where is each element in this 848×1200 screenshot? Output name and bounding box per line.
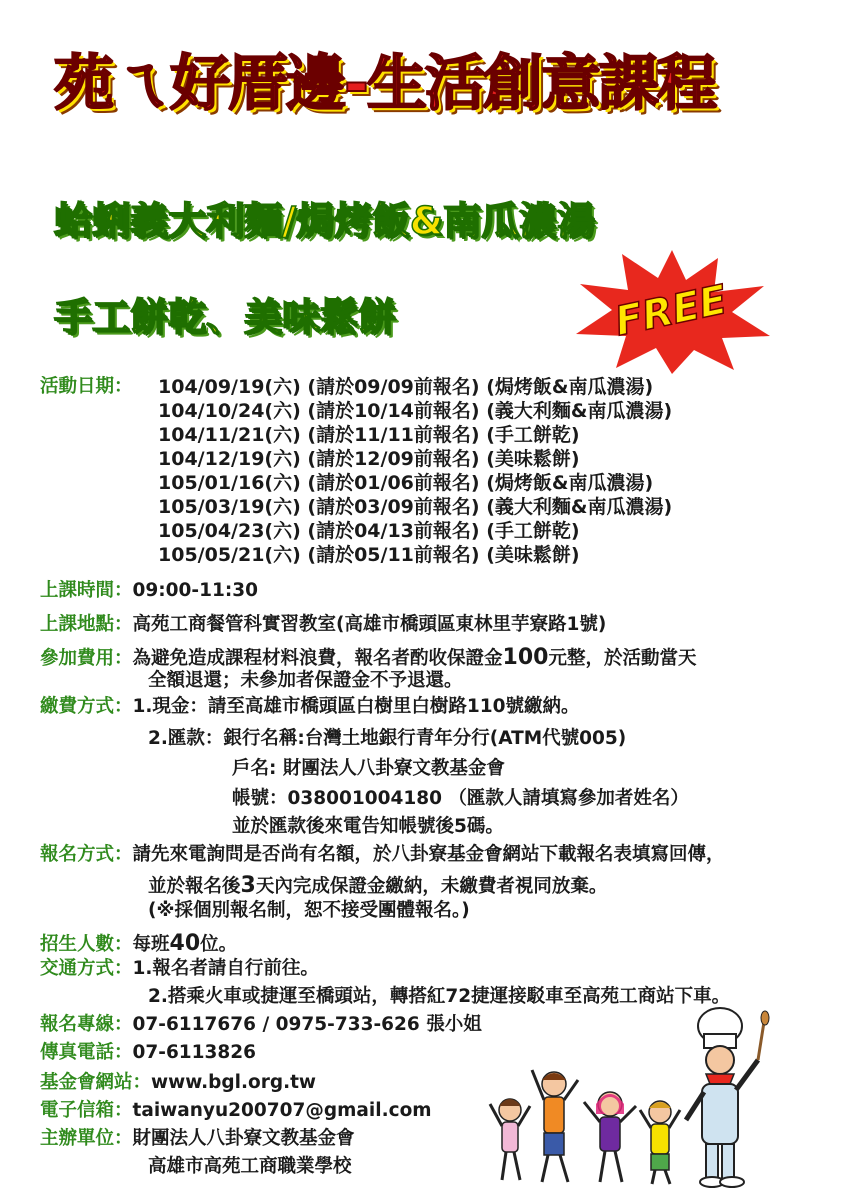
enrollment-pre: 每班 [132, 934, 170, 955]
payment-label: 繳費方式： [40, 696, 133, 717]
hotline-value: 07-6117676 / 0975-733-626 張小姐 [132, 1014, 482, 1035]
organizer-line-2: 高雄市高苑工商職業學校 [148, 1156, 352, 1177]
location-label: 上課地點： [40, 614, 133, 635]
fee-text-post: 元整，於活動當天 [548, 648, 697, 669]
organizer-line-1: 財團法人八卦寮文教基金會 [132, 1128, 355, 1149]
date-row: 104/12/19(六) (請於12/09前報名) (美味鬆餅) [158, 448, 580, 470]
payment-notify: 並於匯款後來電告知帳號後5碼。 [232, 816, 504, 837]
organizer [40, 1124, 355, 1150]
registration-line-2 [148, 872, 607, 898]
date-row: 104/11/21(六) (請於11/11前報名) (手工餅乾) [158, 424, 580, 446]
date-row: 105/04/23(六) (請於04/13前報名) (手工餅乾) [158, 520, 580, 542]
email-label: 電子信箱： [40, 1100, 133, 1121]
hotline-label: 報名專線： [40, 1014, 133, 1035]
fee-line-2: 全額退還；未參加者保證金不予退還。 [148, 670, 463, 691]
transport-line-1: 1.報名者請自行前往。 [132, 958, 319, 979]
hotline [40, 1010, 482, 1036]
payment-account-name: 戶名: 財團法人八卦寮文教基金會 [232, 758, 505, 779]
fax-value: 07-6113826 [132, 1042, 257, 1063]
registration-line-3: (※採個別報名制，恕不接受團體報名。) [148, 900, 470, 921]
payment-transfer: 2.匯款：銀行名稱:台灣土地銀行青年分行(ATM代號005) [148, 728, 627, 749]
registration [40, 840, 725, 866]
fee-amount: 100 [502, 645, 549, 670]
child-figure [640, 1101, 680, 1184]
class-time-label: 上課時間： [40, 580, 133, 601]
child-figure [584, 1092, 636, 1182]
location-value: 高苑工商餐管科實習教室(高雄市橋頭區東林里芋寮路1號) [132, 614, 607, 635]
registration-line-1: 請先來電詢問是否尚有名額，於八卦寮基金會網站下載報名表填寫回傳， [132, 844, 725, 865]
free-burst-badge [572, 246, 772, 376]
date-row: 105/03/19(六) (請於03/09前報名) (義大利麵&南瓜濃湯) [158, 496, 673, 518]
date-row: 104/09/19(六) (請於09/09前報名) (焗烤飯&南瓜濃湯) [158, 376, 654, 398]
fee-label: 參加費用： [40, 648, 133, 669]
payment-account-no: 帳號：038001004180 （匯款人請填寫參加者姓名） [232, 788, 689, 809]
course-subtitle-1: 蛤蜊義大利麵/焗烤飯&南瓜濃湯 [54, 199, 596, 243]
free-text: FREE [611, 276, 731, 346]
activity-date-label [40, 372, 133, 398]
payment-cash: 1.現金：請至高雄市橋頭區白樹里白樹路110號繳納。 [132, 696, 580, 717]
transport-line-2: 2.搭乘火車或捷運至橋頭站，轉搭紅72捷運接駁車至高苑工商站下車。 [148, 986, 731, 1007]
registration-label: 報名方式： [40, 844, 133, 865]
class-time-value: 09:00-11:30 [132, 580, 258, 601]
enrollment-number: 40 [169, 931, 201, 956]
payment [40, 692, 580, 718]
date-row: 105/05/21(六) (請於05/11前報名) (美味鬆餅) [158, 544, 580, 566]
course-subtitle-2: 手工餅乾、美味鬆餅 [54, 295, 397, 339]
child-figure [532, 1070, 578, 1182]
registration-days: 3 [240, 873, 256, 898]
date-row: 105/01/16(六) (請於01/06前報名) (焗烤飯&南瓜濃湯) [158, 472, 654, 494]
poster-title: 苑ㄟ好厝邊-生活創意課程 [54, 49, 715, 119]
chef-and-children-illustration [480, 1000, 780, 1190]
fax-label: 傳真電話： [40, 1042, 133, 1063]
fee-text-pre: 為避免造成課程材料浪費，報名者酌收保證金 [132, 648, 503, 669]
enrollment [40, 930, 237, 956]
date-row: 104/10/24(六) (請於10/14前報名) (義大利麵&南瓜濃湯) [158, 400, 673, 422]
fax [40, 1038, 256, 1064]
organizer-label: 主辦單位： [40, 1128, 133, 1149]
website-label: 基金會網站： [40, 1072, 152, 1093]
chef-figure [686, 1008, 769, 1187]
child-figure [490, 1099, 530, 1180]
registration-line-2-post: 天內完成保證金繳納，未繳費者視同放棄。 [255, 876, 608, 897]
class-time [40, 576, 258, 602]
location [40, 610, 606, 636]
transport-label: 交通方式： [40, 958, 133, 979]
activity-label: 活動日期： [40, 376, 133, 397]
enrollment-label: 招生人數： [40, 934, 133, 955]
registration-line-2-pre: 並於報名後 [148, 876, 241, 897]
website [40, 1068, 316, 1094]
email [40, 1096, 432, 1122]
website-link[interactable]: www.bgl.org.tw [151, 1072, 317, 1093]
transport [40, 954, 319, 980]
email-link[interactable]: taiwanyu200707@gmail.com [132, 1100, 432, 1121]
enrollment-post: 位。 [200, 934, 238, 955]
